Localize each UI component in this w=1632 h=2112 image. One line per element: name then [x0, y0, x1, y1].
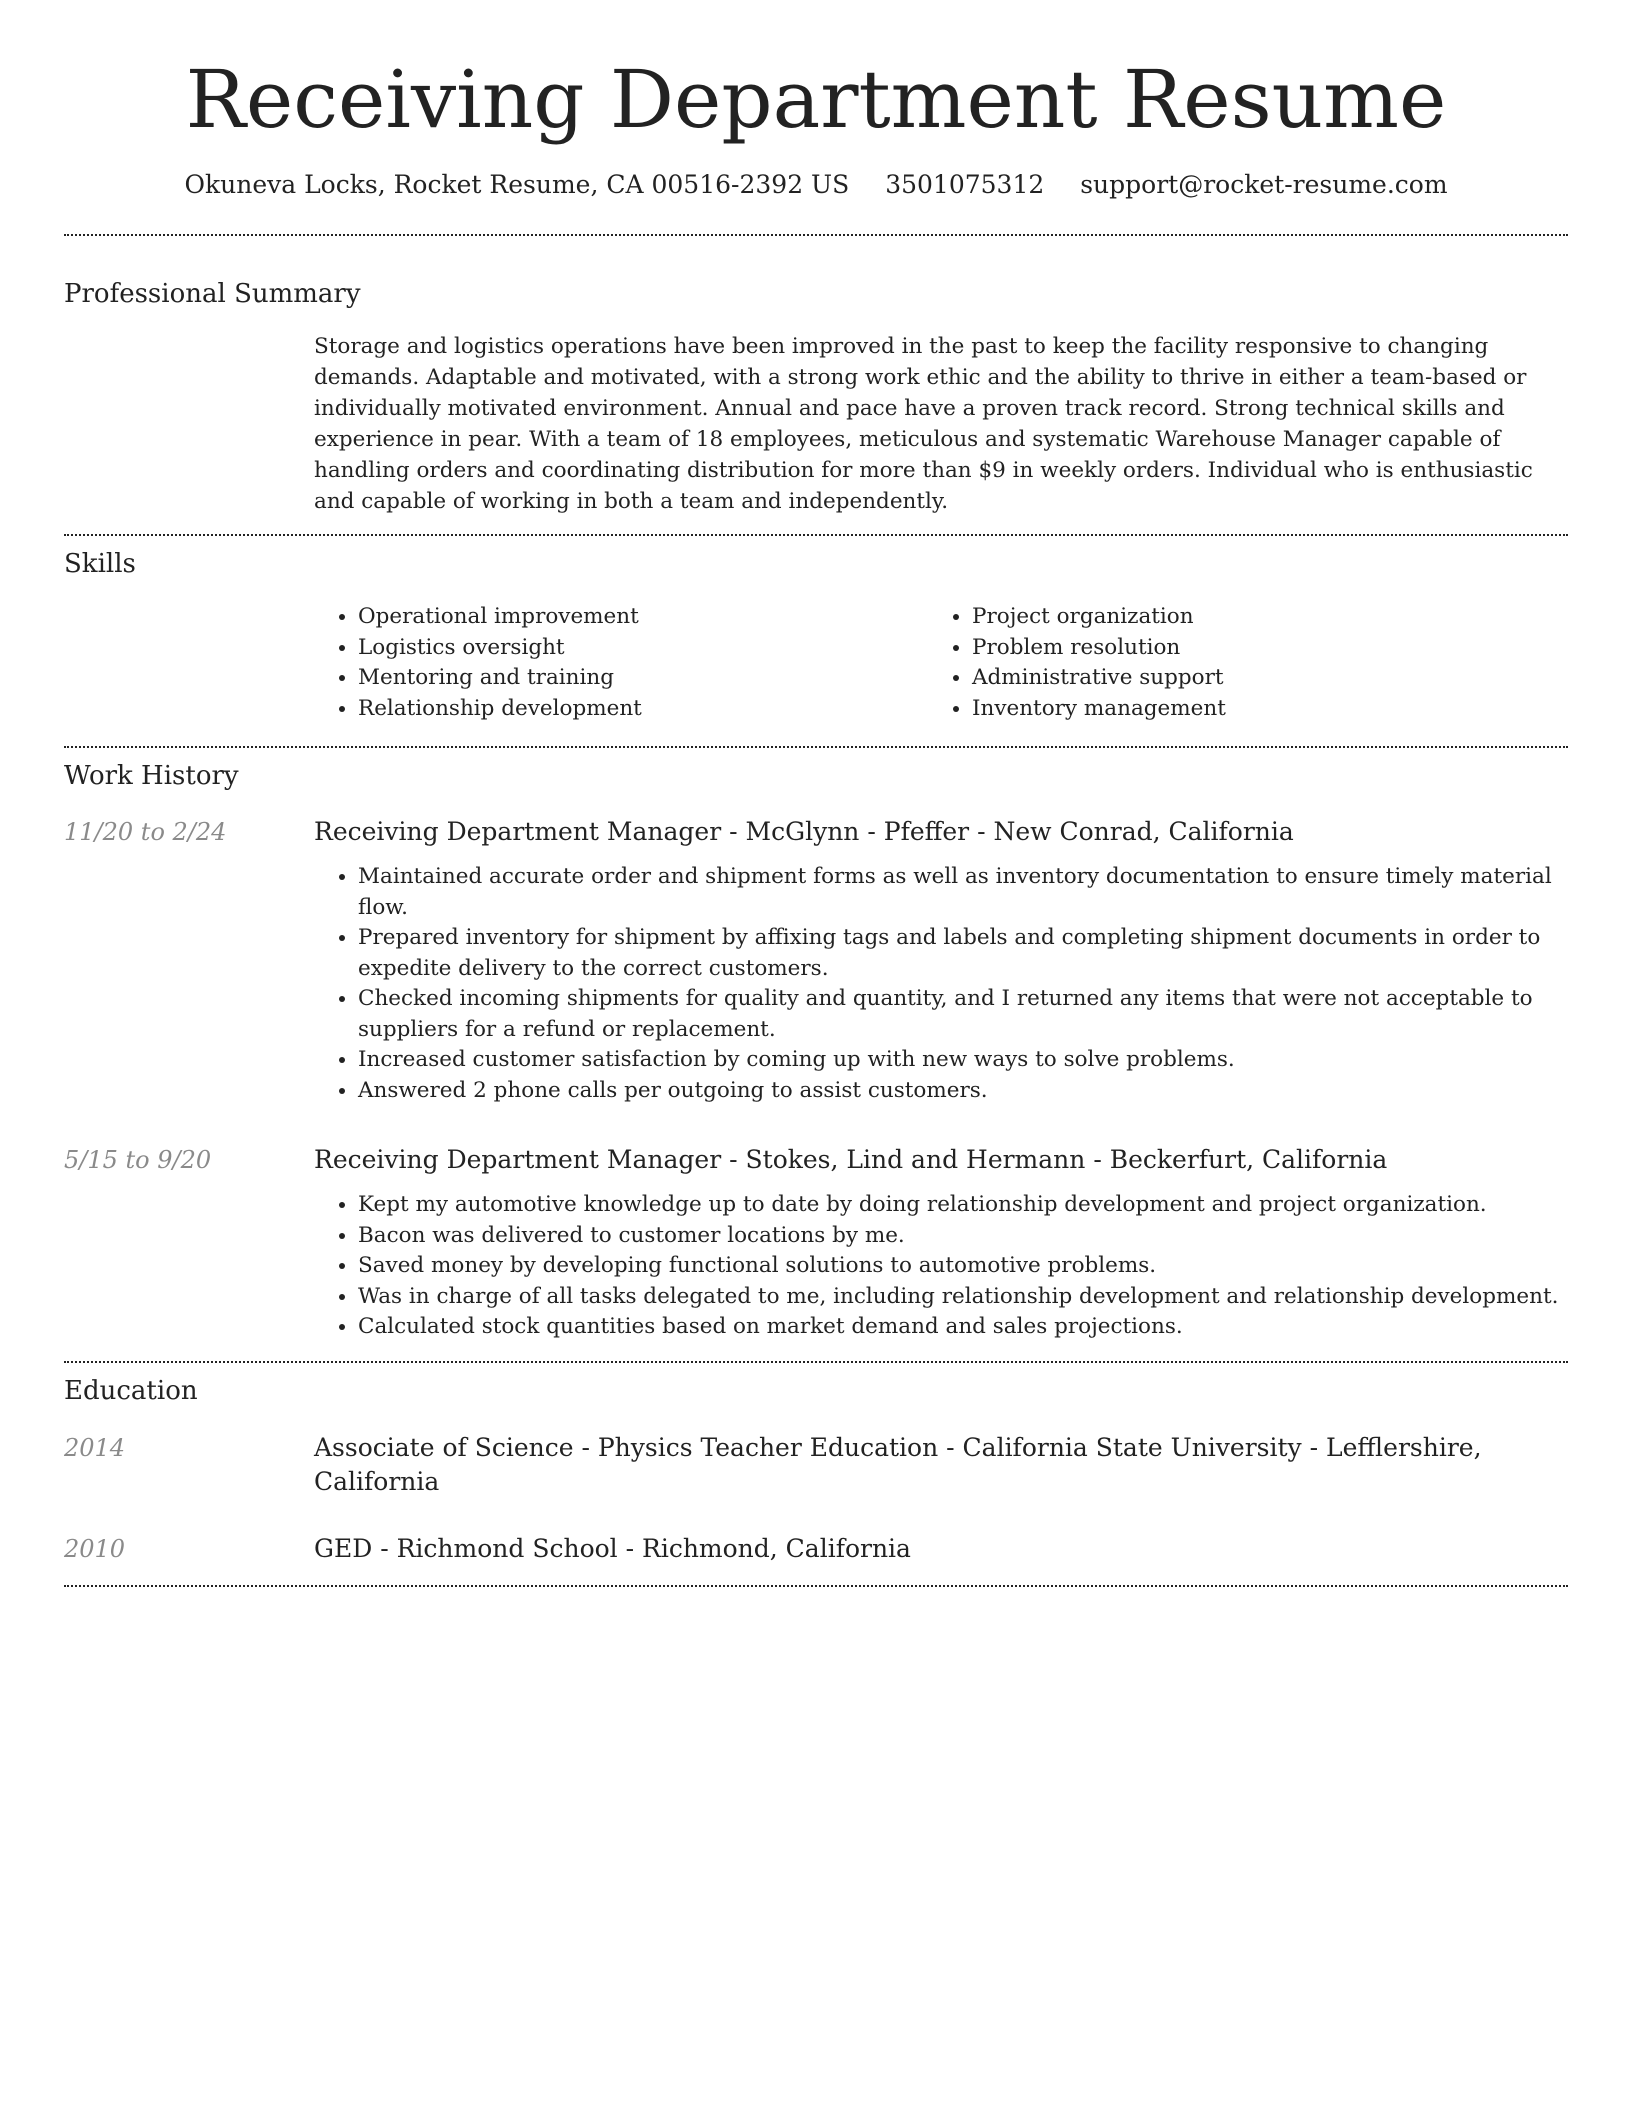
skill-item: • Logistics oversight: [358, 633, 928, 664]
education-body: [314, 1431, 1568, 1499]
skill-item: • Inventory management: [972, 694, 1542, 725]
skills-list: [314, 602, 1568, 724]
education-year: 2010: [64, 1534, 126, 1563]
job-title: Receiving Department Manager - Stokes, Lind and Hermann - Beckerfurt, California: [314, 1145, 1388, 1174]
section-heading-work: Work History: [64, 761, 239, 791]
job-bullet: • Saved money by developing functional solutions to automotive problems.: [358, 1251, 1568, 1282]
job-bullet: • Maintained accurate order and shipment forms as well as inventory documentation to ensure timely material flow.: [358, 862, 1568, 923]
job-bullets: [314, 1190, 1568, 1343]
education-year: 2014: [64, 1433, 126, 1462]
divider: [64, 1361, 1568, 1363]
job-body: [314, 1143, 1568, 1343]
summary-section: [314, 331, 1568, 517]
job-bullets: [314, 862, 1568, 1106]
resume-page: [64, 0, 1568, 1587]
education-body: [314, 1532, 1568, 1566]
skill-item: • Project organization: [972, 602, 1542, 633]
summary-text: Storage and logistics operations have been improved in the past to keep the facility responsive to changing demands. Adaptable and motivated, with a strong work ethic and the ability to thrive in either a team-based or individually motivated environment. Annual and pace have a proven track record. Strong technical skills and experience in pear. With a team of 18 employees, meticulous and systematic Warehouse Manager capable of handling orders and coordinating distribution for more than $9 in weekly orders. Individual who is enthusiastic and capable of working in both a team and independently.: [314, 334, 1533, 514]
job-bullet: • Calculated stock quantities based on market demand and sales projections.: [358, 1312, 1568, 1343]
job-bullet: • Checked incoming shipments for quality and quantity, and I returned any items that were not acceptable to suppliers for a refund or replacement.: [358, 984, 1568, 1045]
education-entry: [64, 1532, 1568, 1566]
job-body: [314, 815, 1568, 1106]
contact-address: Okuneva Locks, Rocket Resume, CA 00516-2392 US: [184, 170, 850, 199]
education-entry: [64, 1431, 1568, 1499]
section-heading-education: Education: [64, 1375, 198, 1406]
skill-item: • Problem resolution: [972, 633, 1542, 664]
skill-item: • Relationship development: [358, 694, 928, 725]
job-bullet: • Answered 2 phone calls per outgoing to assist customers.: [358, 1076, 1568, 1107]
job-dates: 11/20 to 2/24: [64, 818, 227, 846]
section-heading-skills: Skills: [64, 549, 136, 579]
job-entry: [64, 1143, 1568, 1343]
job-bullet: • Increased customer satisfaction by coming up with new ways to solve problems.: [358, 1045, 1568, 1076]
page-title: Receiving Department Resume: [185, 53, 1447, 146]
job-title: Receiving Department Manager - McGlynn - Pfeffer - New Conrad, California: [314, 817, 1294, 846]
contact-phone: 3501075312: [885, 170, 1045, 199]
skill-item: • Administrative support: [972, 663, 1542, 694]
skills-column-right: [928, 602, 1542, 724]
job-entry: [64, 815, 1568, 1106]
contact-line: [64, 168, 1568, 202]
section-heading-summary: Professional Summary: [64, 279, 361, 309]
education-title: GED - Richmond School - Richmond, California: [314, 1533, 911, 1563]
skill-item: • Operational improvement: [358, 602, 928, 633]
divider: [64, 1585, 1568, 1587]
job-bullet: • Was in charge of all tasks delegated to me, including relationship development and relationship development.: [358, 1282, 1568, 1313]
divider: [64, 234, 1568, 236]
job-bullet: • Bacon was delivered to customer locations by me.: [358, 1221, 1568, 1252]
skills-column-left: [314, 602, 928, 724]
divider: [64, 534, 1568, 536]
job-dates: 5/15 to 9/20: [64, 1146, 212, 1174]
education-title: Associate of Science - Physics Teacher Education - California State University - Lefflershire, California: [314, 1432, 1482, 1496]
divider: [64, 746, 1568, 748]
job-bullet: • Prepared inventory for shipment by affixing tags and labels and completing shipment documents in order to expedite delivery to the correct customers.: [358, 923, 1568, 984]
skill-item: • Mentoring and training: [358, 663, 928, 694]
contact-email: support@rocket-resume.com: [1080, 170, 1448, 199]
job-bullet: • Kept my automotive knowledge up to date by doing relationship development and project organization.: [358, 1190, 1568, 1221]
